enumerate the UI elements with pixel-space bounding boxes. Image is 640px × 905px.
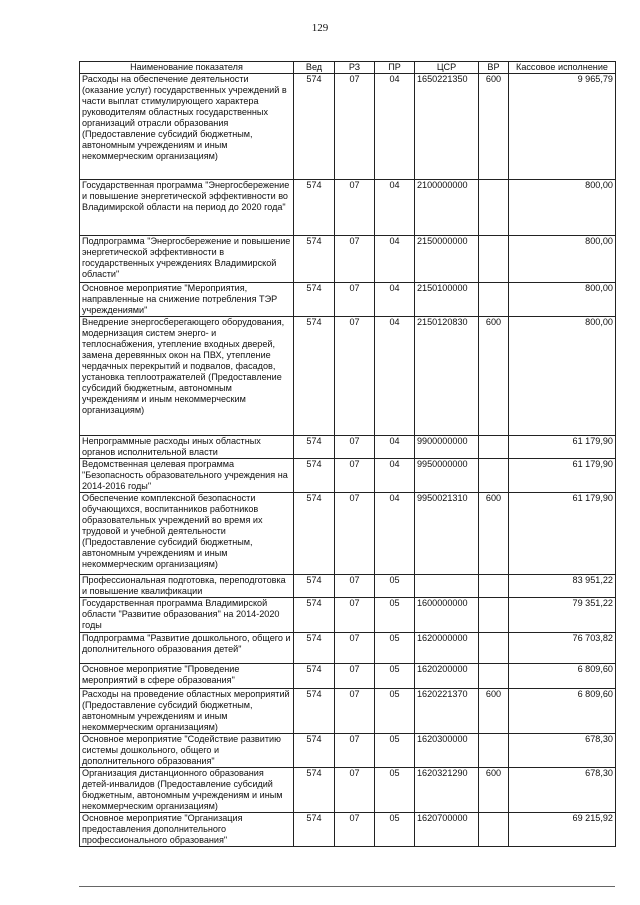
header-vr: ВР (479, 62, 509, 74)
row-name: Государственная программа "Энергосбережение и повышение энергетической эффективности во Владимирской области на период до 2020 года" (80, 180, 294, 236)
row-csr: 1620300000 (415, 734, 479, 768)
row-pr: 04 (375, 74, 415, 180)
row-amount: 800,00 (509, 236, 616, 283)
table-header-row (80, 62, 616, 74)
table-row (80, 633, 616, 664)
row-rz: 07 (335, 436, 375, 459)
row-amount: 678,30 (509, 768, 616, 813)
row-csr: 1620200000 (415, 664, 479, 689)
row-name: Подпрограмма "Энергосбережение и повышение энергетической эффективности в государственных учреждениях Владимирской области" (80, 236, 294, 283)
row-pr: 05 (375, 575, 415, 598)
page-number: 129 (311, 22, 329, 34)
header-ved: Вед (294, 62, 335, 74)
row-ved: 574 (294, 283, 335, 317)
row-ved: 574 (294, 575, 335, 598)
row-pr: 05 (375, 768, 415, 813)
row-rz: 07 (335, 74, 375, 180)
row-name: Обеспечение комплексной безопасности обучающихся, воспитанников работников образовательных учреждений во время их трудовой и учебной деятельности (Предоставление субсидий бюджетным, автономным учреждениям и иным некоммерческим организациям) (80, 493, 294, 575)
row-pr: 04 (375, 283, 415, 317)
row-csr: 2150100000 (415, 283, 479, 317)
row-vr (479, 598, 509, 633)
row-vr (479, 459, 509, 493)
row-vr: 600 (479, 689, 509, 734)
row-amount: 6 809,60 (509, 689, 616, 734)
row-name: Расходы на обеспечение деятельности (оказание услуг) государственных учреждений в части выплат стимулирующего характера руководителям областных государственных организаций отрасли образования (Предоставление субсидий бюджетным, автономным учреждениям и иным некоммерческим организациям) (80, 74, 294, 180)
header-amount: Кассовое исполнение (509, 62, 616, 74)
row-name: Основное мероприятие "Проведение мероприятий в сфере образования" (80, 664, 294, 689)
table-row (80, 768, 616, 813)
row-rz: 07 (335, 180, 375, 236)
row-pr: 05 (375, 813, 415, 847)
row-csr: 2100000000 (415, 180, 479, 236)
row-name: Подпрограмма "Развитие дошкольного, общего и дополнительного образования детей" (80, 633, 294, 664)
row-name: Организация дистанционного образования детей-инвалидов (Предоставление субсидий бюджетным, автономным учреждениям и иным некоммерческим организациям) (80, 768, 294, 813)
row-pr: 04 (375, 317, 415, 436)
budget-execution-table (79, 61, 616, 847)
row-amount: 6 809,60 (509, 664, 616, 689)
table-row (80, 180, 616, 236)
row-amount: 61 179,90 (509, 459, 616, 493)
row-vr (479, 633, 509, 664)
row-rz: 07 (335, 598, 375, 633)
row-ved: 574 (294, 493, 335, 575)
row-pr: 05 (375, 734, 415, 768)
row-csr: 2150120830 (415, 317, 479, 436)
row-name: Основное мероприятие "Мероприятия, направленные на снижение потребления ТЭР учреждениями" (80, 283, 294, 317)
table-row (80, 436, 616, 459)
row-pr: 05 (375, 664, 415, 689)
row-amount: 83 951,22 (509, 575, 616, 598)
row-pr: 04 (375, 180, 415, 236)
row-vr (479, 236, 509, 283)
page-bottom-rule (79, 886, 615, 887)
row-rz: 07 (335, 317, 375, 436)
row-csr: 1650221350 (415, 74, 479, 180)
row-ved: 574 (294, 633, 335, 664)
row-rz: 07 (335, 633, 375, 664)
header-name: Наименование показателя (80, 62, 294, 74)
row-vr (479, 283, 509, 317)
header-csr: ЦСР (415, 62, 479, 74)
row-ved: 574 (294, 436, 335, 459)
row-ved: 574 (294, 180, 335, 236)
row-ved: 574 (294, 459, 335, 493)
row-vr: 600 (479, 74, 509, 180)
row-name: Ведомственная целевая программа "Безопасность образовательного учреждения на 2014-2016 годы" (80, 459, 294, 493)
row-rz: 07 (335, 813, 375, 847)
row-vr: 600 (479, 317, 509, 436)
row-amount: 76 703,82 (509, 633, 616, 664)
row-pr: 04 (375, 236, 415, 283)
row-csr (415, 575, 479, 598)
table-row (80, 664, 616, 689)
row-vr (479, 664, 509, 689)
row-pr: 05 (375, 633, 415, 664)
row-ved: 574 (294, 689, 335, 734)
row-rz: 07 (335, 493, 375, 575)
row-csr: 9900000000 (415, 436, 479, 459)
row-vr (479, 734, 509, 768)
row-amount: 678,30 (509, 734, 616, 768)
row-csr: 1620000000 (415, 633, 479, 664)
row-rz: 07 (335, 283, 375, 317)
row-ved: 574 (294, 317, 335, 436)
table-row (80, 459, 616, 493)
row-vr: 600 (479, 493, 509, 575)
table-row (80, 598, 616, 633)
row-rz: 07 (335, 689, 375, 734)
table-row (80, 74, 616, 180)
table-row (80, 236, 616, 283)
row-csr: 1600000000 (415, 598, 479, 633)
row-amount: 800,00 (509, 317, 616, 436)
row-csr: 1620321290 (415, 768, 479, 813)
row-csr: 9950000000 (415, 459, 479, 493)
row-pr: 04 (375, 493, 415, 575)
row-ved: 574 (294, 813, 335, 847)
row-ved: 574 (294, 236, 335, 283)
row-vr: 600 (479, 768, 509, 813)
row-vr (479, 575, 509, 598)
row-vr (479, 180, 509, 236)
row-rz: 07 (335, 575, 375, 598)
table-row (80, 813, 616, 847)
row-amount: 69 215,92 (509, 813, 616, 847)
row-amount: 800,00 (509, 283, 616, 317)
row-ved: 574 (294, 664, 335, 689)
row-csr: 1620700000 (415, 813, 479, 847)
header-pr: ПР (375, 62, 415, 74)
row-name: Внедрение энергосберегающего оборудования, модернизация систем энерго- и теплоснабжения, утепление входных дверей, замена деревянных окон на ПВХ, утепление чердачных перекрытий и подвалов, фасадов, установка теплоотражателей (Предоставление субсидий бюджетным, автономным учреждениям и иным некоммерческим организациям) (80, 317, 294, 436)
row-ved: 574 (294, 74, 335, 180)
row-csr: 9950021310 (415, 493, 479, 575)
table-row (80, 317, 616, 436)
row-ved: 574 (294, 768, 335, 813)
row-rz: 07 (335, 459, 375, 493)
row-csr: 1620221370 (415, 689, 479, 734)
row-csr: 2150000000 (415, 236, 479, 283)
row-pr: 04 (375, 436, 415, 459)
row-pr: 05 (375, 689, 415, 734)
table-row (80, 689, 616, 734)
row-name: Основное мероприятие "Организация предоставления дополнительного профессионального образования" (80, 813, 294, 847)
row-amount: 61 179,90 (509, 436, 616, 459)
table-row (80, 575, 616, 598)
row-rz: 07 (335, 734, 375, 768)
row-ved: 574 (294, 734, 335, 768)
row-vr (479, 436, 509, 459)
header-rz: РЗ (335, 62, 375, 74)
row-name: Профессиональная подготовка, переподготовка и повышение квалификации (80, 575, 294, 598)
row-amount: 9 965,79 (509, 74, 616, 180)
row-pr: 04 (375, 459, 415, 493)
table-row (80, 493, 616, 575)
row-amount: 79 351,22 (509, 598, 616, 633)
row-name: Основное мероприятие "Содействие развитию системы дошкольного, общего и дополнительного образования" (80, 734, 294, 768)
row-pr: 05 (375, 598, 415, 633)
table-row (80, 734, 616, 768)
row-name: Государственная программа Владимирской области "Развитие образования" на 2014-2020 годы (80, 598, 294, 633)
row-vr (479, 813, 509, 847)
row-amount: 61 179,90 (509, 493, 616, 575)
row-rz: 07 (335, 236, 375, 283)
row-rz: 07 (335, 664, 375, 689)
row-amount: 800,00 (509, 180, 616, 236)
row-name: Расходы на проведение областных мероприятий (Предоставление субсидий бюджетным, автономным учреждениям и иным некоммерческим организациям) (80, 689, 294, 734)
row-rz: 07 (335, 768, 375, 813)
row-name: Непрограммные расходы иных областных органов исполнительной власти (80, 436, 294, 459)
table-row (80, 283, 616, 317)
row-ved: 574 (294, 598, 335, 633)
